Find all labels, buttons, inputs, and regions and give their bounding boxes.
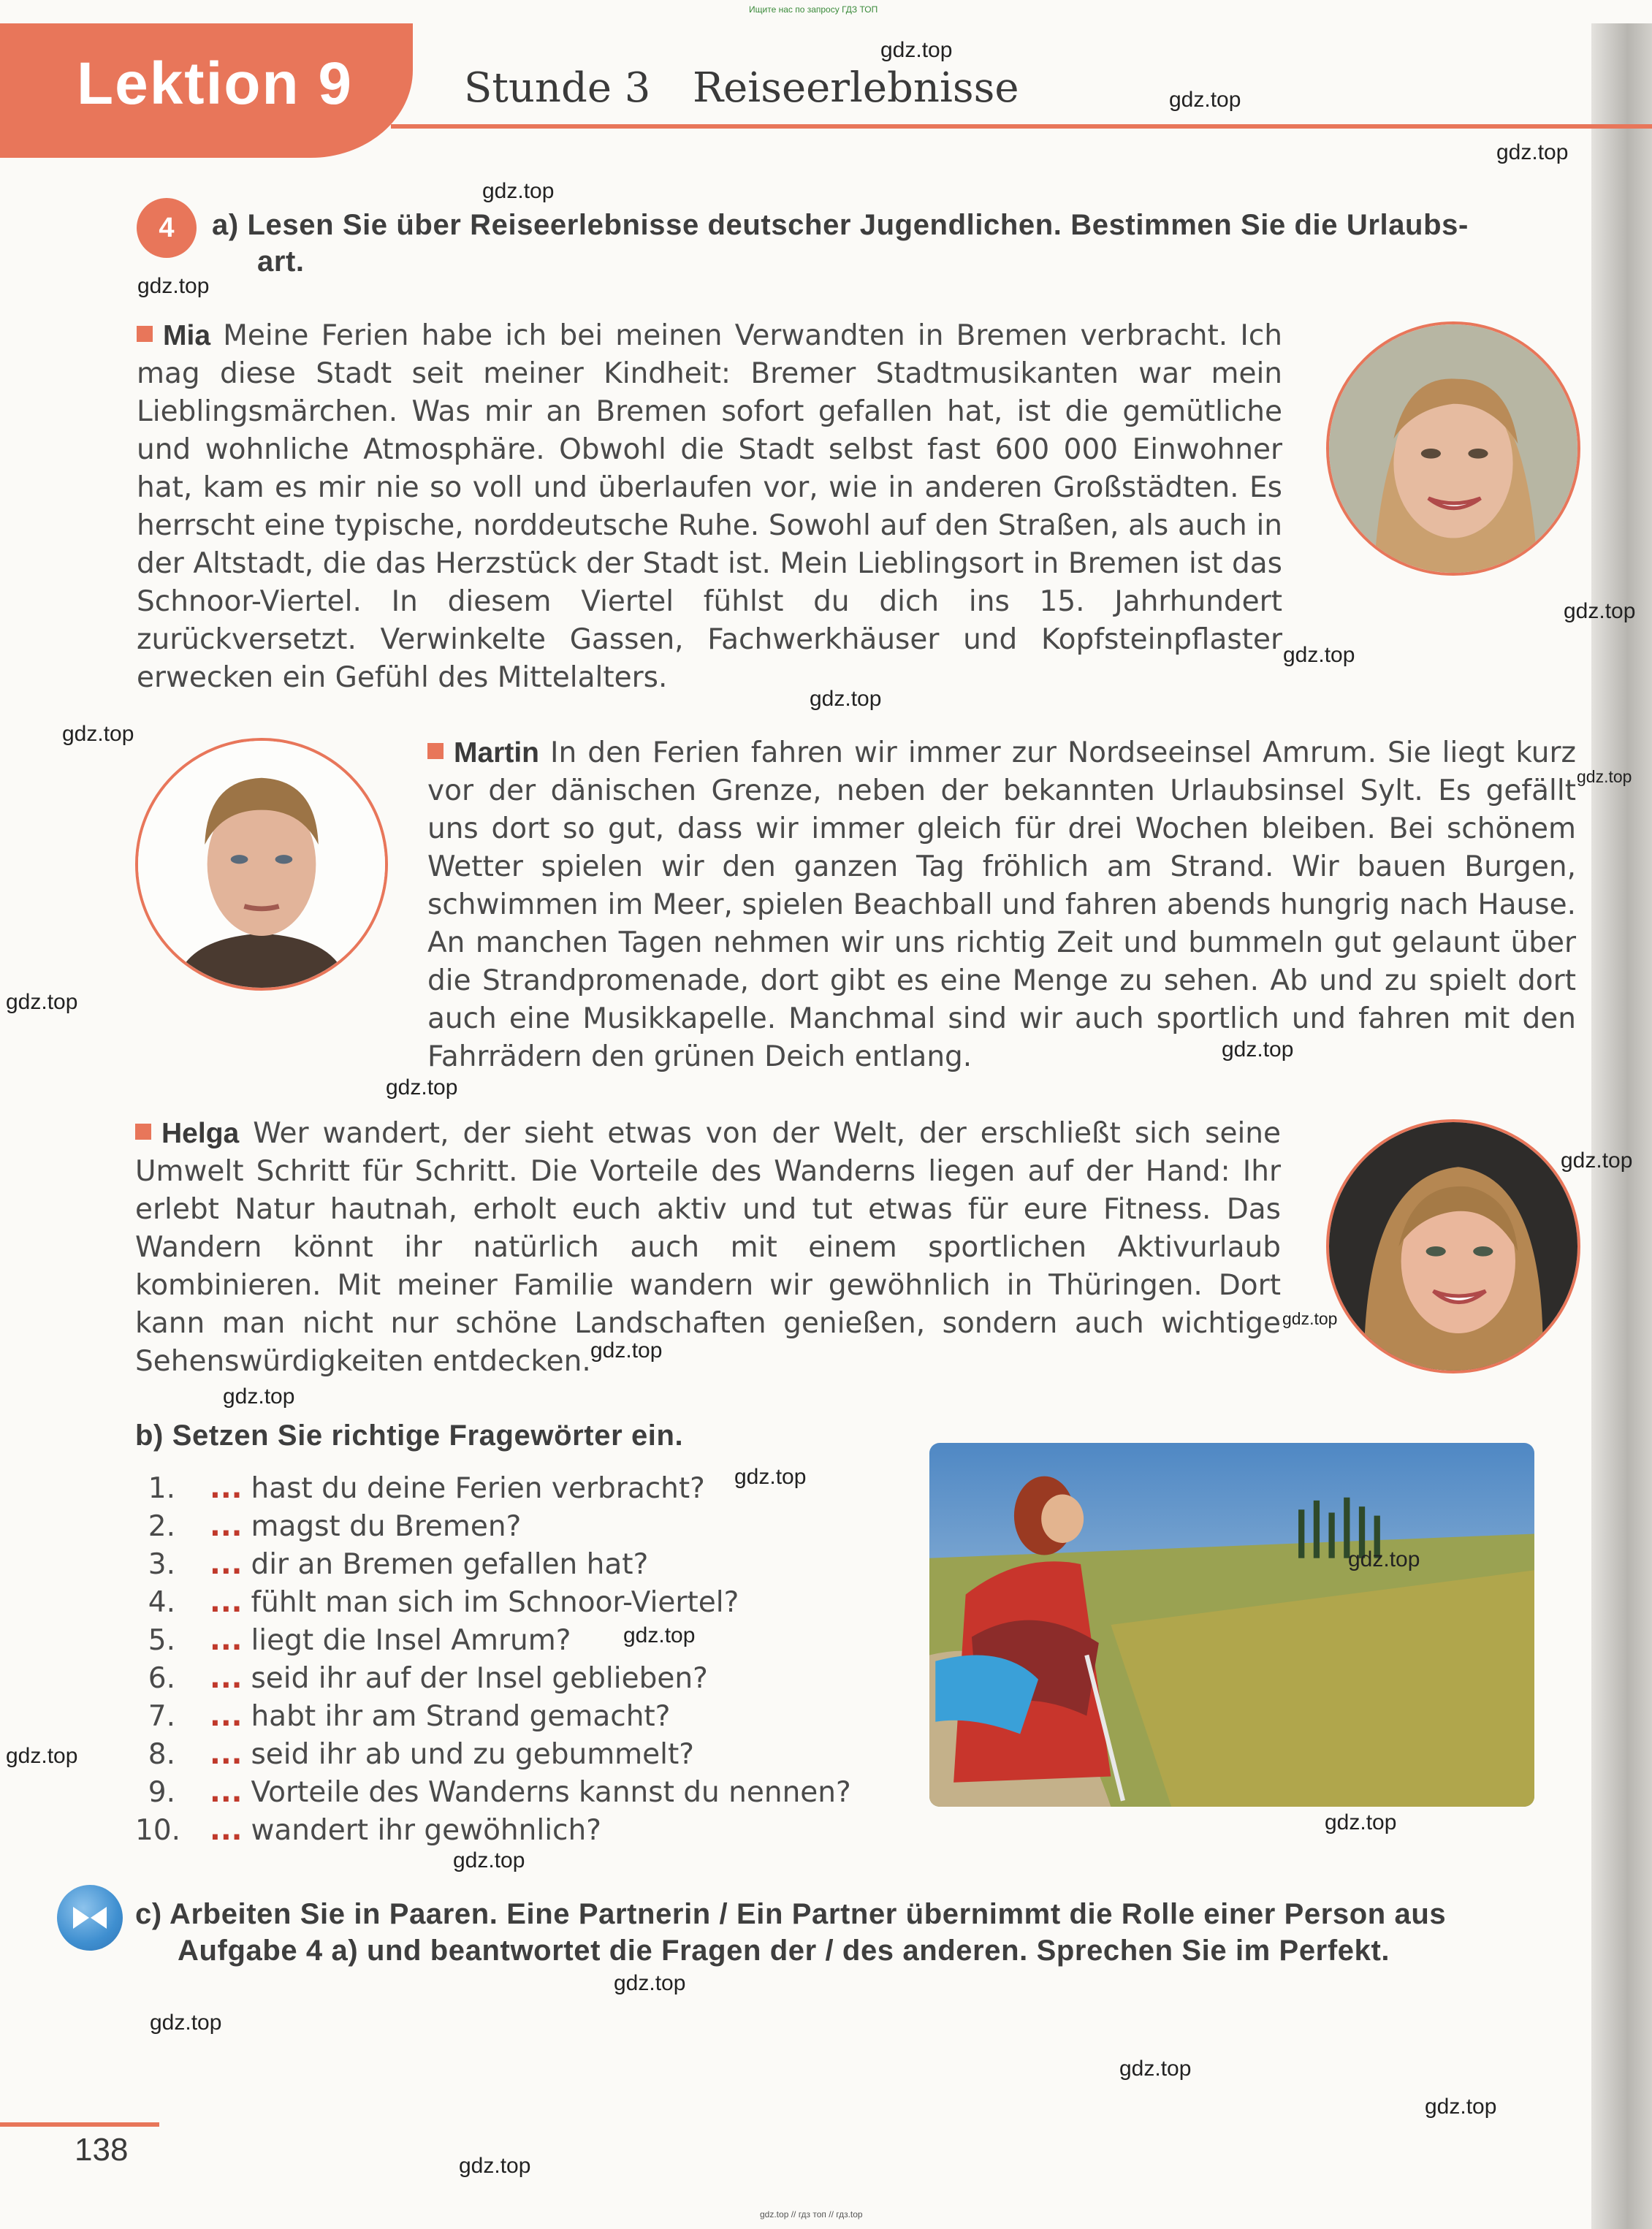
watermark: gdz.top: [880, 38, 953, 62]
header-rule: [391, 124, 1652, 129]
instruction-b: [135, 1417, 683, 1454]
blank-dots: ...: [210, 1738, 243, 1771]
watermark: gdz.top: [150, 2011, 222, 2035]
question-item: 8. ... seid ihr ab und zu gebummelt?: [148, 1738, 694, 1771]
pair-work-icon: [57, 1885, 123, 1951]
instruction-c-label: c): [135, 1898, 162, 1930]
page-number: 138: [75, 2132, 129, 2168]
watermark: gdz.top: [1348, 1547, 1420, 1571]
top-watermark: Ищите нас по запросу ГДЗ ТОП: [749, 4, 878, 15]
watermark: gdz.top: [1496, 140, 1569, 164]
question-item: 6. ... seid ihr auf der Insel geblieben?: [148, 1662, 708, 1695]
paragraph-mia: [137, 317, 1282, 697]
watermark: gdz.top: [459, 2154, 531, 2178]
watermark: gdz.top: [1282, 1309, 1338, 1328]
instruction-c-text-cont: Aufgabe 4 a) und beantwortet die Fragen der / des anderen. Sprechen Sie im Perfekt.: [178, 1935, 1390, 1967]
watermark: gdz.top: [137, 274, 210, 298]
watermark: gdz.top: [6, 990, 78, 1014]
footer-rule: [0, 2122, 159, 2127]
watermark: gdz.top: [1325, 1810, 1397, 1834]
question-item: 7. ... habt ihr am Strand gemacht?: [148, 1700, 671, 1733]
blank-dots: ...: [210, 1814, 243, 1847]
blank-dots: ...: [210, 1510, 243, 1543]
watermark: gdz.top: [590, 1338, 663, 1363]
watermark: gdz.top: [223, 1384, 295, 1409]
watermark: gdz.top: [1425, 2095, 1497, 2119]
blank-dots: ...: [210, 1586, 243, 1619]
blank-dots: ...: [210, 1624, 243, 1657]
stunde-label: Stunde 3: [464, 64, 651, 112]
bullet-square-icon: [135, 1124, 151, 1140]
watermark: gdz.top: [482, 179, 555, 203]
task-number-badge: 4: [137, 198, 197, 258]
photo-mia: [1326, 321, 1580, 576]
question-item: 1. ... hast du deine Ferien verbracht?: [148, 1472, 705, 1505]
watermark: gdz.top: [1283, 643, 1355, 667]
instruction-a-text: Lesen Sie über Reiseerlebnisse deutscher Jugendlichen. Bestimmen Sie die Urlaubs-: [247, 209, 1469, 241]
blank-dots: ...: [210, 1662, 243, 1695]
page-edge-shadow: [1591, 23, 1652, 2229]
blank-dots: ...: [210, 1776, 243, 1809]
paragraph-name: Martin: [454, 737, 539, 769]
watermark: gdz.top: [623, 1623, 696, 1647]
paragraph-name: Helga: [161, 1118, 240, 1149]
paragraph-martin: [427, 734, 1576, 1076]
bottom-watermark: gdz.top // гдз топ // гдз.top: [760, 2209, 863, 2220]
watermark: gdz.top: [386, 1075, 458, 1100]
instruction-a-text-cont: art.: [257, 245, 305, 278]
instruction-c: [135, 1896, 1582, 1969]
instruction-b-label: b): [135, 1420, 164, 1452]
paragraph-helga: [135, 1115, 1281, 1381]
watermark: gdz.top: [1222, 1037, 1294, 1062]
instruction-b-text: Setzen Sie richtige Fragewörter ein.: [172, 1420, 684, 1452]
paragraph-text: Wer wandert, der sieht etwas von der Welt, der erschließt sich seine Umwelt Schritt für Schritt. Die Vorteile des Wanderns liegen auf der Hand: Ihr erlebt Natur hautnah, erholt euch aktiv und tut etwas für eure Fitness. Das Wandern könnt ihr natürlich auch mit einem sportlichen Aktivurlaub kombinieren. Mit meiner Familie wandern wir gewöhnlich in Thüringen. Dort kann man nicht nur schöne Landschaften genießen, sondern auch wichtige Sehenswürdigkeiten entdecken.: [135, 1117, 1281, 1378]
photo-hiker: [929, 1443, 1534, 1807]
photo-helga: [1326, 1119, 1580, 1373]
paragraph-name: Mia: [163, 320, 211, 351]
watermark: gdz.top: [1169, 88, 1241, 112]
watermark: gdz.top: [614, 1971, 686, 1995]
photo-martin: [135, 738, 388, 991]
watermark: gdz.top: [734, 1465, 807, 1489]
stunde-title: Reiseerlebnisse: [693, 64, 1019, 112]
watermark: gdz.top: [1577, 767, 1632, 786]
watermark: gdz.top: [1564, 599, 1636, 623]
lesson-title: Lektion 9: [77, 50, 353, 117]
blank-dots: ...: [210, 1700, 243, 1733]
question-item: 10. ... wandert ihr gewöhnlich?: [135, 1814, 601, 1847]
paragraph-text: Meine Ferien habe ich bei meinen Verwandten in Bremen verbracht. Ich mag diese Stadt seit meiner Kindheit: Bremer Stadtmusikanten war mein Lieblingsmärchen. Was mir an Bremen sofort gefallen hat, ist die gemütliche und wohnliche Atmosphäre. Obwohl die Stadt selbst fast 600 000 Einwohner hat, kam es mir nie so voll und überlaufen vor, wie in anderen Großstädten. Es herrscht eine typische, norddeutsche Ruhe. Sowohl auf den Straßen, als auch in der Altstadt, die das Herzstück der Stadt ist. Mein Lieblingsort in Bremen ist das Schnoor-Viertel. In diesem Viertel fühlst du dich ins 15. Jahrhundert zurückversetzt. Verwinkelte Gassen, Fachwerkhäuser und Kopfsteinpflaster erwecken ein Gefühl des Mittelalters.: [137, 319, 1282, 694]
watermark: gdz.top: [1119, 2057, 1192, 2081]
question-item: 4. ... fühlt man sich im Schnoor-Viertel?: [148, 1586, 739, 1619]
question-item: 9. ... Vorteile des Wanderns kannst du nennen?: [148, 1776, 851, 1809]
question-list: [135, 1470, 939, 1850]
instruction-a: [212, 207, 1578, 280]
bullet-square-icon: [427, 743, 444, 759]
instruction-a-label: a): [212, 209, 239, 241]
watermark: gdz.top: [453, 1848, 525, 1872]
question-item: 3. ... dir an Bremen gefallen hat?: [148, 1548, 649, 1581]
watermark: gdz.top: [810, 687, 882, 711]
watermark: gdz.top: [1561, 1148, 1633, 1173]
blank-dots: ...: [210, 1548, 243, 1581]
instruction-c-text: Arbeiten Sie in Paaren. Eine Partnerin / Ein Partner übernimmt die Rolle einer Person aus: [170, 1898, 1447, 1930]
watermark: gdz.top: [62, 722, 134, 746]
paragraph-text: In den Ferien fahren wir immer zur Nordseeinsel Amrum. Sie liegt kurz vor der dänischen Grenze, neben der bekannten Urlaubsinsel Sylt. Es gefällt uns dort so gut, dass wir immer gleich für drei Wochen bleiben. Bei schönem Wetter spielen wir den ganzen Tag fröhlich am Strand. Wir bauen Burgen, schwimmen im Meer, spielen Beachball und fahren abends hungrig nach Hause. An manchen Tagen nehmen wir uns richtig Zeit und bummeln gut gelaunt über die Strandpromenade, dort gibt es eine Menge zu sehen. Ab und zu spielt dort auch eine Musikkapelle. Manchmal sind wir auch sportlich und fahren mit den Fahrrädern den grünen Deich entlang.: [427, 736, 1576, 1073]
question-item: 5. ... liegt die Insel Amrum?: [148, 1624, 571, 1657]
watermark: gdz.top: [6, 1744, 78, 1768]
question-item: 2. ... magst du Bremen?: [148, 1510, 522, 1543]
blank-dots: ...: [210, 1472, 243, 1505]
bullet-square-icon: [137, 326, 153, 342]
